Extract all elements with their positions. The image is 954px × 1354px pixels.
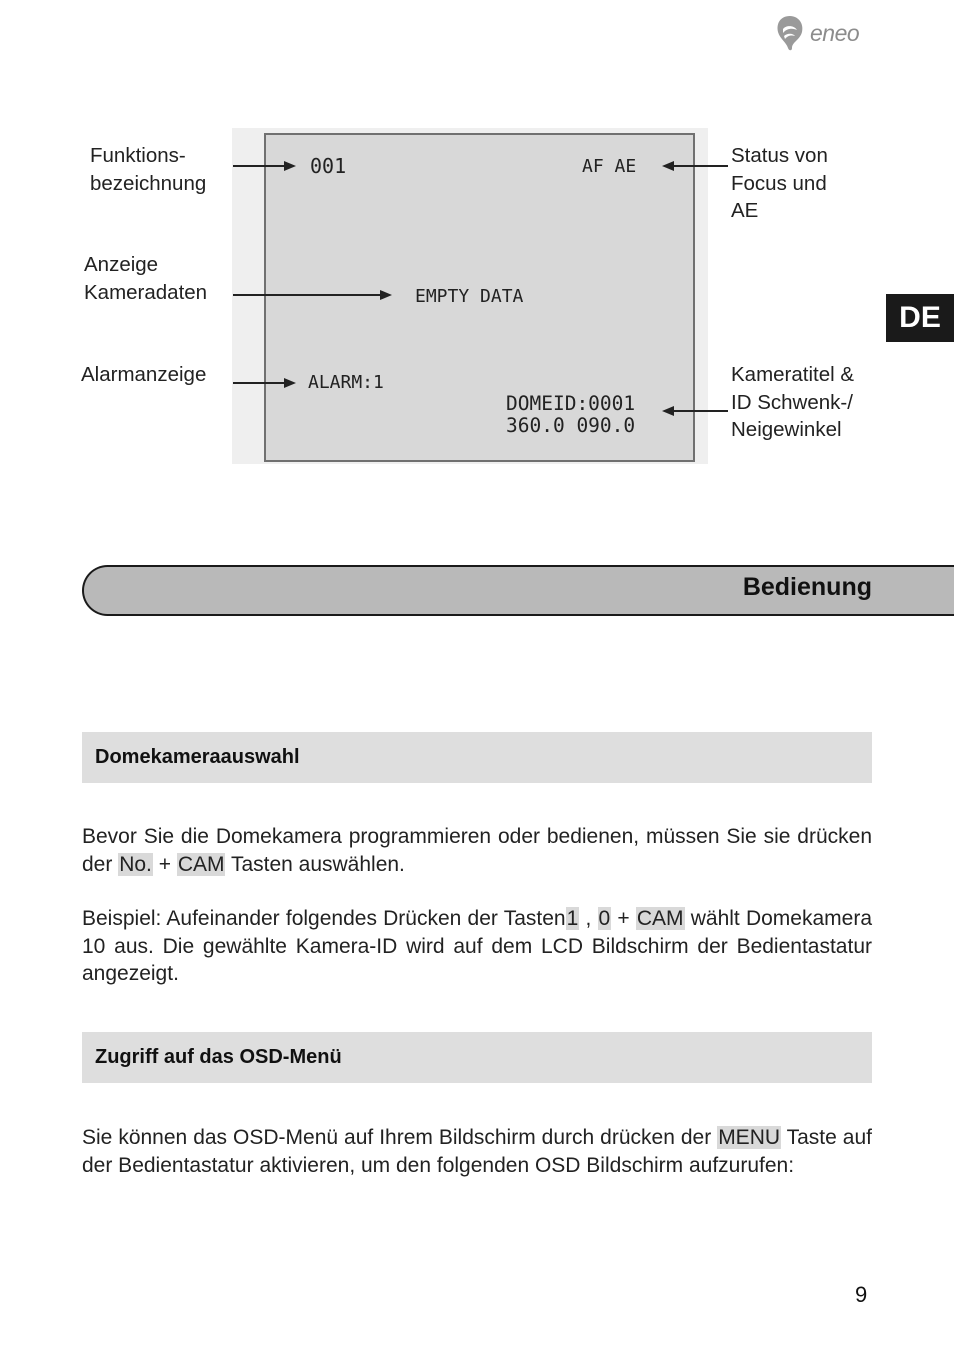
subsection-title-osd-access: Zugriff auf das OSD-Menü [95,1046,342,1068]
paragraph-text: Taste auf der Bedientastatur aktivieren, um den folgenden OSD Bildschirm aufzurufen: [82,1126,872,1177]
subsection-header [82,1032,872,1083]
osd-alarm: ALARM:1 [308,372,384,393]
paragraph-text: Bevor Sie die Domekamera programmieren oder bedienen, müssen Sie sie drücken der [82,825,872,876]
subsection-title-dome-selection: Domekameraauswahl [95,746,300,768]
callout-focus-ae-status: Status von Focus und AE [731,144,828,222]
logo-text: eneo [810,19,860,46]
osd-camera-data: EMPTY DATA [415,286,524,307]
paragraph-example [82,905,872,988]
paragraph-text: Tasten auswählen. [225,852,405,876]
osd-function-label: 001 [310,154,347,178]
osd-pan-tilt: 360.0 090.0 [506,414,636,437]
paragraph-text: Beispiel: Aufeinander folgendes Drücken der Tasten [82,907,566,930]
callout-camera-title: Kameratitel & ID Schwenk-/ Neigewinkel [731,363,855,441]
osd-af-ae-status: AF AE [582,156,637,177]
key-no: No. [119,852,152,876]
key-1: 1 [566,907,579,930]
brand-logo [774,14,859,52]
separator: , [579,907,598,930]
page-number: 9 [855,1282,868,1307]
paragraph-osd-access [82,1124,872,1179]
key-0: 0 [598,907,611,930]
paragraph-text: Sie können das OSD-Menü auf Ihrem Bildschirm durch drücken der [82,1126,718,1149]
plus-sign: + [611,907,636,930]
callout-function-name: Funktions- bezeichnung [90,144,207,195]
callout-alarm: Alarmanzeige [81,363,207,386]
paragraph-dome-selection [82,823,872,878]
key-cam: CAM [636,907,684,930]
language-tab: DE [886,294,954,342]
key-menu: MENU [718,1126,781,1149]
plus-sign: + [152,852,177,876]
callout-camera-data: Anzeige Kameradaten [84,253,208,304]
eneo-logo-icon [774,14,806,52]
key-cam: CAM [177,852,225,876]
section-title: Bedienung [742,573,872,601]
subsection-header [82,732,872,783]
paragraph-text: wählt Domekamera 10 aus. Die gewählte Kamera-ID wird auf dem LCD Bildschirm der Bedientastatur angezeigt. [82,907,872,985]
osd-dome-id: DOMEID:0001 [506,392,636,415]
